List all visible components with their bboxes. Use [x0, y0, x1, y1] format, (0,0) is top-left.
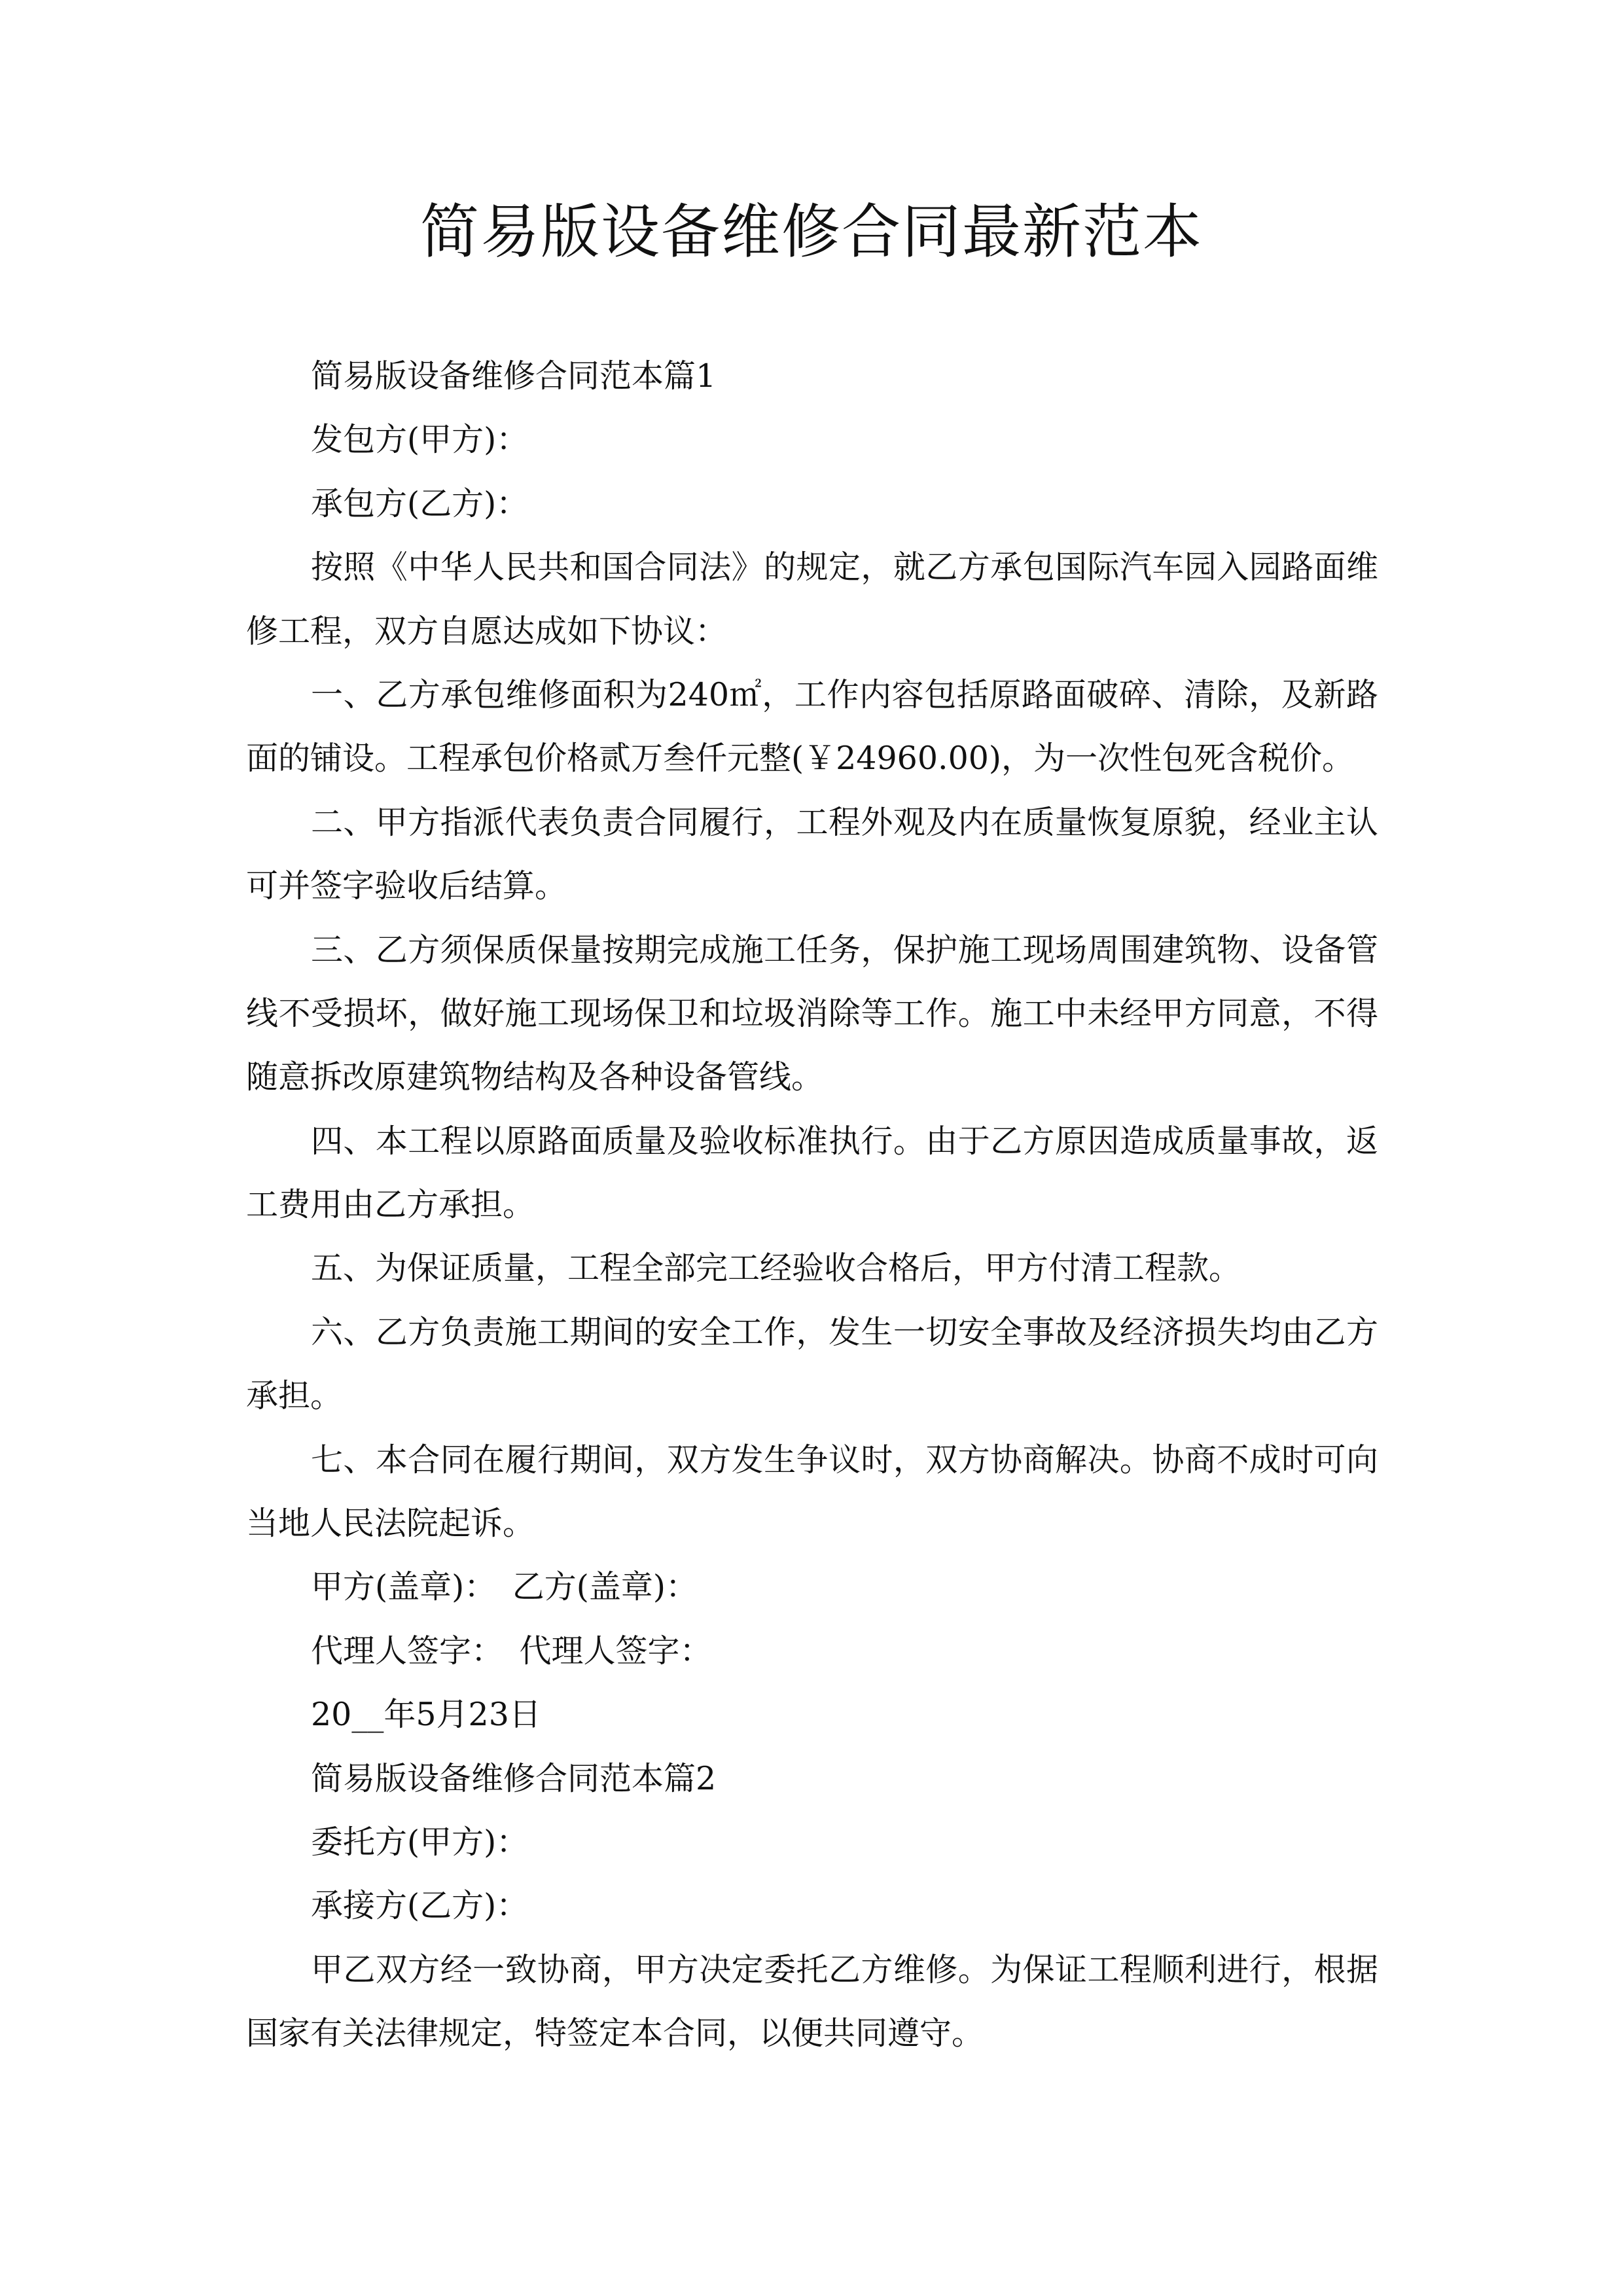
text-line: 承接方(乙方)：	[311, 1887, 529, 1925]
paragraph	[246, 1122, 1378, 1249]
paragraph	[246, 548, 1378, 675]
paragraph	[246, 1568, 1378, 1631]
paragraph	[246, 484, 1378, 548]
document-body	[246, 357, 1378, 2078]
text-line: 五、为保证质量，工程全部完工经验收合格后，甲方付清工程款。	[311, 1249, 1241, 1287]
paragraph	[246, 931, 1378, 1122]
text-line: 承包方(乙方)：	[311, 484, 529, 522]
text-line: 二、甲方指派代表负责合同履行，工程外观及内在质量恢复原貌，经业主认	[311, 803, 1378, 841]
text-line: 代理人签字： 代理人签字：	[311, 1632, 712, 1670]
paragraph	[246, 1313, 1378, 1441]
paragraph	[246, 1632, 1378, 1695]
text-line: 三、乙方须保质保量按期完成施工任务，保护施工现场周围建筑物、设备管	[311, 931, 1378, 969]
paragraph	[246, 1441, 1378, 1568]
text-line: 面的铺设。工程承包价格贰万叁仟元整(￥24960.00)，为一次性包死含税价。	[246, 740, 1355, 778]
text-line: 甲方(盖章)： 乙方(盖章)：	[311, 1568, 698, 1606]
text-line: 七、本合同在履行期间，双方发生争议时，双方协商解决。协商不成时可向	[311, 1441, 1378, 1479]
paragraph	[246, 1823, 1378, 1886]
document-title: 简易版设备维修合同最新范本	[420, 198, 1203, 266]
paragraph	[246, 1886, 1378, 1950]
text-line: 当地人民法院起诉。	[246, 1505, 535, 1543]
text-line: 承担。	[246, 1377, 343, 1415]
paragraph	[246, 675, 1378, 803]
paragraph	[246, 1950, 1378, 2078]
text-line: 国家有关法律规定，特签定本合同，以便共同遵守。	[246, 2015, 984, 2053]
text-line: 一、乙方承包维修面积为240㎡，工作内容包括原路面破碎、清除，及新路	[311, 675, 1378, 713]
text-line: 甲乙双方经一致协商，甲方决定委托乙方维修。为保证工程顺利进行，根据	[311, 1950, 1378, 1988]
paragraph	[246, 420, 1378, 484]
text-line: 简易版设备维修合同范本篇2	[311, 1759, 717, 1797]
text-line: 修工程，双方自愿达成如下协议：	[246, 612, 728, 650]
text-line: 线不受损坏，做好施工现场保卫和垃圾消除等工作。施工中未经甲方同意，不得	[246, 994, 1378, 1032]
text-line: 发包方(甲方)：	[311, 421, 529, 459]
text-line: 随意拆改原建筑物结构及各种设备管线。	[246, 1058, 824, 1096]
text-line: 工费用由乙方承担。	[246, 1186, 535, 1224]
text-line: 六、乙方负责施工期间的安全工作，发生一切安全事故及经济损失均由乙方	[311, 1313, 1378, 1351]
text-line: 可并签字验收后结算。	[246, 867, 567, 905]
text-line: 按照《中华人民共和国合同法》的规定，就乙方承包国际汽车园入园路面维	[311, 548, 1378, 586]
text-line: 简易版设备维修合同范本篇1	[311, 357, 717, 395]
paragraph	[246, 1695, 1378, 1759]
paragraph	[246, 1249, 1378, 1312]
text-line: 20__年5月23日	[311, 1696, 541, 1734]
text-line: 委托方(甲方)：	[311, 1823, 529, 1861]
paragraph	[246, 1759, 1378, 1823]
paragraph	[246, 803, 1378, 931]
text-line: 四、本工程以原路面质量及验收标准执行。由于乙方原因造成质量事故，返	[311, 1122, 1378, 1160]
paragraph	[246, 357, 1378, 420]
